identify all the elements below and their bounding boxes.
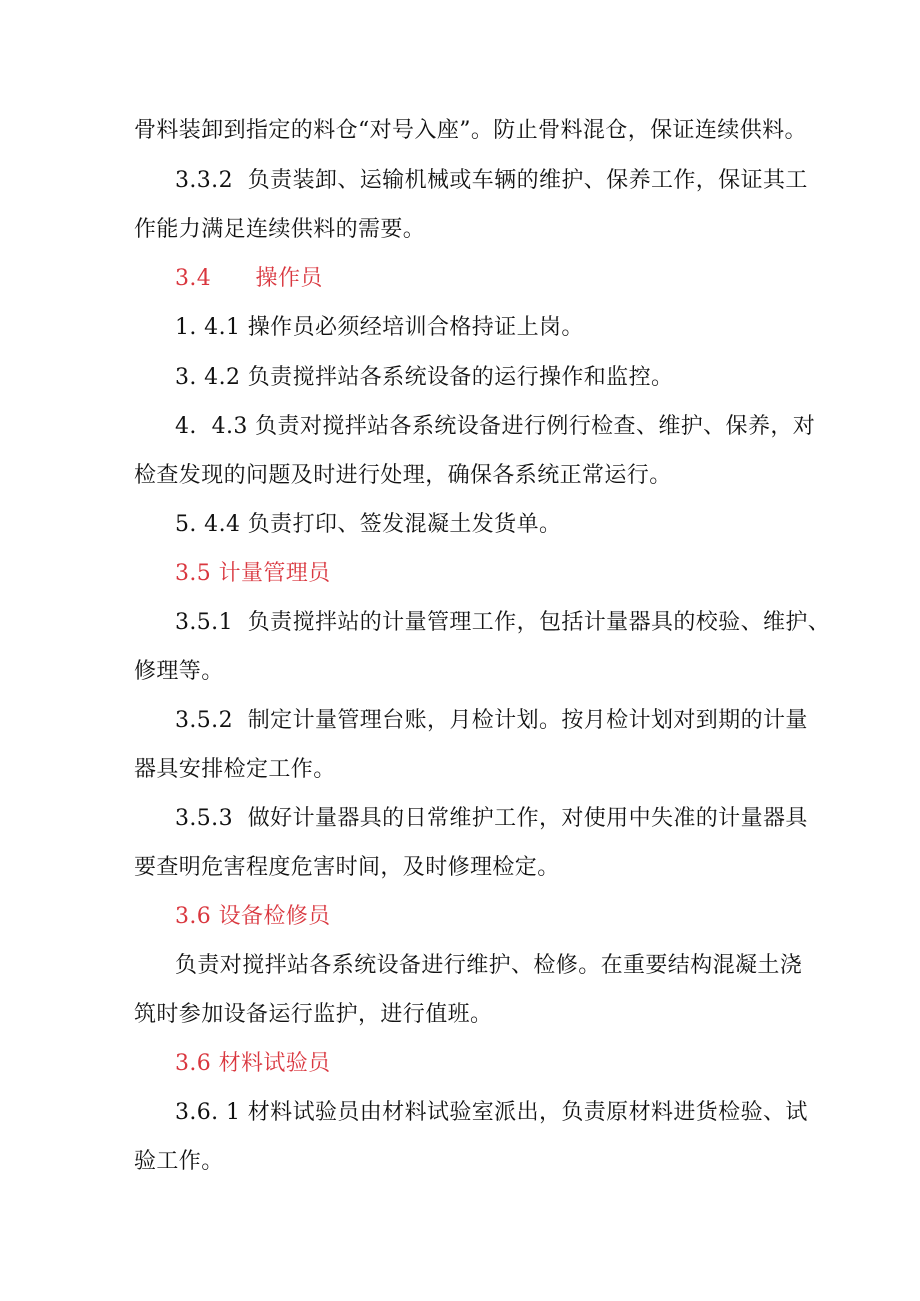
paragraph-line: 骨料装卸到指定的料仓“对号入座”。防止骨料混仓，保证连续供料。 (134, 118, 807, 143)
paragraph-line: 4. 4.3 负责对搅拌站各系统设备进行例行检查、维护、保养，对 (175, 414, 816, 439)
paragraph-line: 3.5.1 负责搅拌站的计量管理工作，包括计量器具的校验、维护、 (175, 610, 831, 635)
paragraph-line: 要查明危害程度危害时间，及时修理检定。 (134, 855, 560, 880)
paragraph-line: 3.5.3 做好计量器具的日常维护工作，对使用中失准的计量器具 (175, 806, 808, 831)
paragraph-line: 器具安排检定工作。 (134, 757, 336, 782)
section-heading-3-5: 3.5 计量管理员 (175, 561, 331, 586)
paragraph-line: 1. 4.1 操作员必须经培训合格持证上岗。 (175, 315, 584, 340)
section-heading-3-6-materials: 3.6 材料试验员 (175, 1051, 331, 1076)
paragraph-line: 修理等。 (134, 659, 224, 684)
paragraph-line: 负责对搅拌站各系统设备进行维护、检修。在重要结构混凝土浇 (175, 953, 803, 978)
paragraph-line: 3.3.2 负责装卸、运输机械或车辆的维护、保养工作，保证其工 (175, 168, 808, 193)
paragraph-line: 检查发现的问题及时进行处理，确保各系统正常运行。 (134, 463, 672, 488)
section-heading-3-6-equipment: 3.6 设备检修员 (175, 904, 331, 929)
paragraph-line: 3. 4.2 负责搅拌站各系统设备的运行操作和监控。 (175, 365, 674, 390)
paragraph-line: 作能力满足连续供料的需要。 (134, 217, 426, 242)
paragraph-line: 验工作。 (134, 1149, 224, 1174)
paragraph-line: 3.6. 1 材料试验员由材料试验室派出，负责原材料进货检验、试 (175, 1100, 808, 1125)
paragraph-line: 筑时参加设备运行监护，进行值班。 (134, 1002, 493, 1027)
paragraph-line: 5. 4.4 负责打印、签发混凝土发货单。 (175, 512, 562, 537)
paragraph-line: 3.5.2 制定计量管理台账，月检计划。按月检计划对到期的计量 (175, 708, 808, 733)
section-heading-3-4: 3.4 操作员 (175, 266, 323, 291)
